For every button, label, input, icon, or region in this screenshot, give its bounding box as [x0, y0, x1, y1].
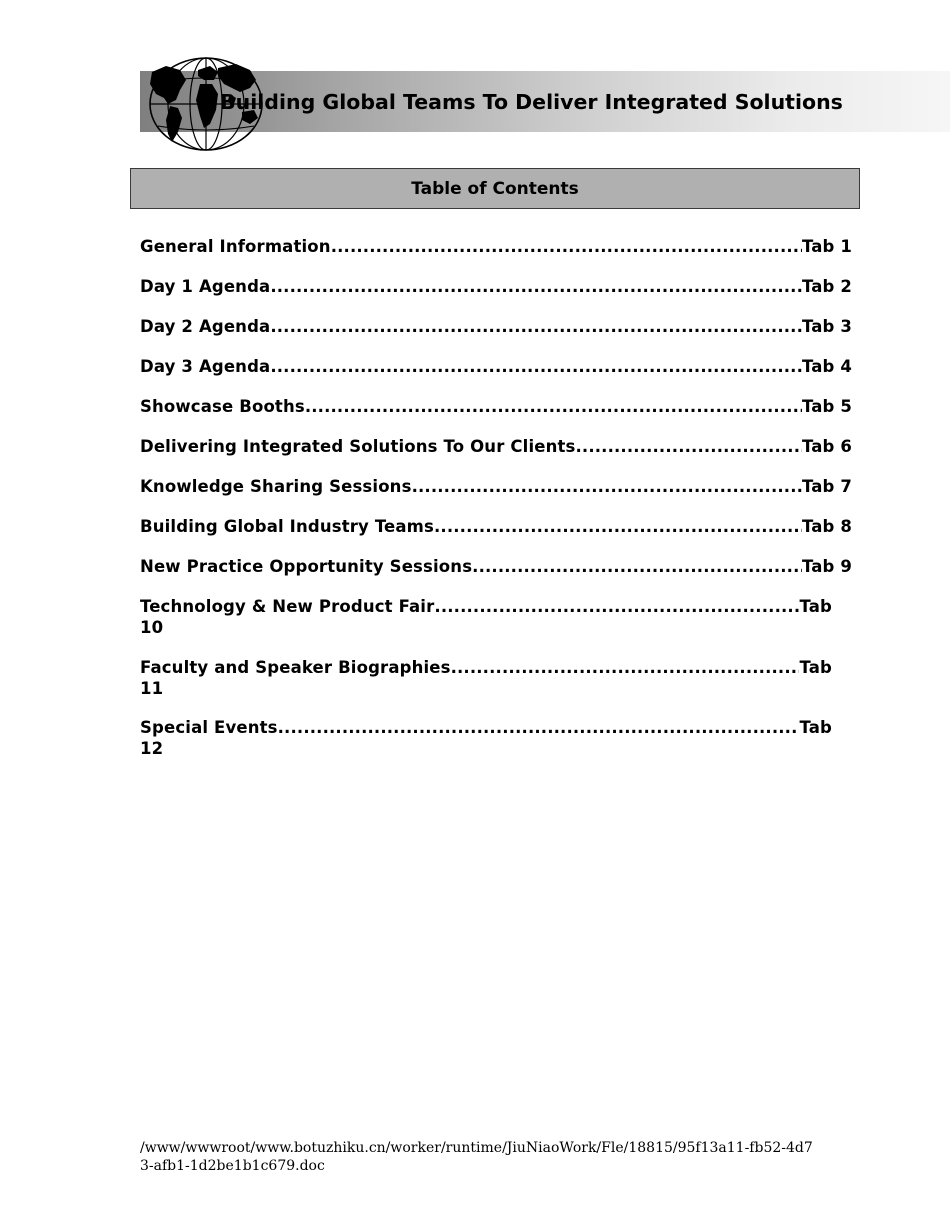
toc-entry-label: Knowledge Sharing Sessions	[140, 477, 412, 496]
toc-entry-day-2-agenda	[140, 316, 852, 356]
toc-heading-box	[130, 168, 860, 209]
toc-entry-label: Building Global Industry Teams	[140, 517, 434, 536]
toc-entry-label: Day 2 Agenda	[140, 317, 271, 336]
toc-entry-label: Delivering Integrated Solutions To Our Clients	[140, 437, 576, 456]
toc-entry-tab-word: Tab	[799, 597, 832, 616]
toc-leader-dots	[451, 657, 800, 678]
toc-entry-general-information	[140, 236, 852, 276]
toc-entry-label: General Information	[140, 237, 331, 256]
toc-entry-building-global-industry-teams	[140, 516, 852, 556]
toc-entry-tab: Tab 5	[801, 397, 852, 416]
toc-entry-tab: Tab 7	[801, 477, 852, 496]
toc-leader-dots	[331, 236, 802, 257]
toc-heading: Table of Contents	[411, 178, 579, 199]
toc-entry-tab: Tab 9	[801, 557, 852, 576]
toc-entry-tab-word: Tab	[799, 718, 832, 737]
toc-leader-dots	[270, 276, 802, 297]
toc-entry-label: Day 1 Agenda	[140, 277, 271, 296]
toc-entry-knowledge-sharing-sessions	[140, 476, 852, 516]
page-title: Building Global Teams To Deliver Integrated Solutions	[220, 90, 843, 114]
footer-file-path: /www/wwwroot/www.botuzhiku.cn/worker/runtime/JiuNiaoWork/Fle/18815/95f13a11-fb52-4d73-afb1-1d2be1b1c679.doc	[140, 1140, 813, 1174]
toc-entry-tab: Tab 4	[801, 357, 852, 376]
toc-leader-dots	[576, 436, 802, 457]
toc-entry-label: Faculty and Speaker Biographies	[140, 657, 451, 677]
toc-entry-special-events	[140, 717, 852, 778]
toc-entry-tab: Tab 6	[801, 437, 852, 456]
toc-entry-label: Showcase Booths	[140, 397, 305, 416]
toc-entry-tab-word: Tab	[799, 657, 832, 677]
toc-entry-tab: Tab 2	[801, 277, 852, 296]
toc-entry-technology-new-product-fair	[140, 596, 852, 657]
toc-leader-dots	[472, 556, 802, 577]
toc-entry-day-1-agenda	[140, 276, 852, 316]
toc-entry-delivering-integrated-solutions	[140, 436, 852, 476]
toc-entry-new-practice-opportunity-sessions	[140, 556, 852, 596]
toc-list	[140, 236, 852, 778]
toc-entry-label: Technology & New Product Fair	[140, 597, 435, 616]
toc-entry-showcase-booths	[140, 396, 852, 436]
toc-leader-dots	[305, 396, 802, 417]
toc-leader-dots	[270, 356, 802, 377]
toc-entry-tab: Tab 1	[801, 237, 852, 256]
toc-entry-tab: Tab 3	[801, 317, 852, 336]
toc-entry-day-3-agenda	[140, 356, 852, 396]
toc-leader-dots	[278, 717, 800, 738]
toc-entry-tab-number: 11	[140, 678, 164, 698]
toc-leader-dots	[434, 516, 802, 537]
toc-leader-dots	[412, 476, 802, 497]
toc-entry-tab-number: 12	[140, 739, 164, 758]
toc-entry-tab: Tab 8	[801, 517, 852, 536]
toc-entry-label: Day 3 Agenda	[140, 357, 271, 376]
toc-entry-label: Special Events	[140, 718, 278, 737]
toc-entry-tab-number: 10	[140, 618, 164, 637]
toc-leader-dots	[270, 316, 802, 337]
toc-entry-faculty-speaker-biographies	[140, 657, 852, 718]
toc-leader-dots	[434, 596, 799, 617]
toc-entry-label: New Practice Opportunity Sessions	[140, 557, 473, 576]
